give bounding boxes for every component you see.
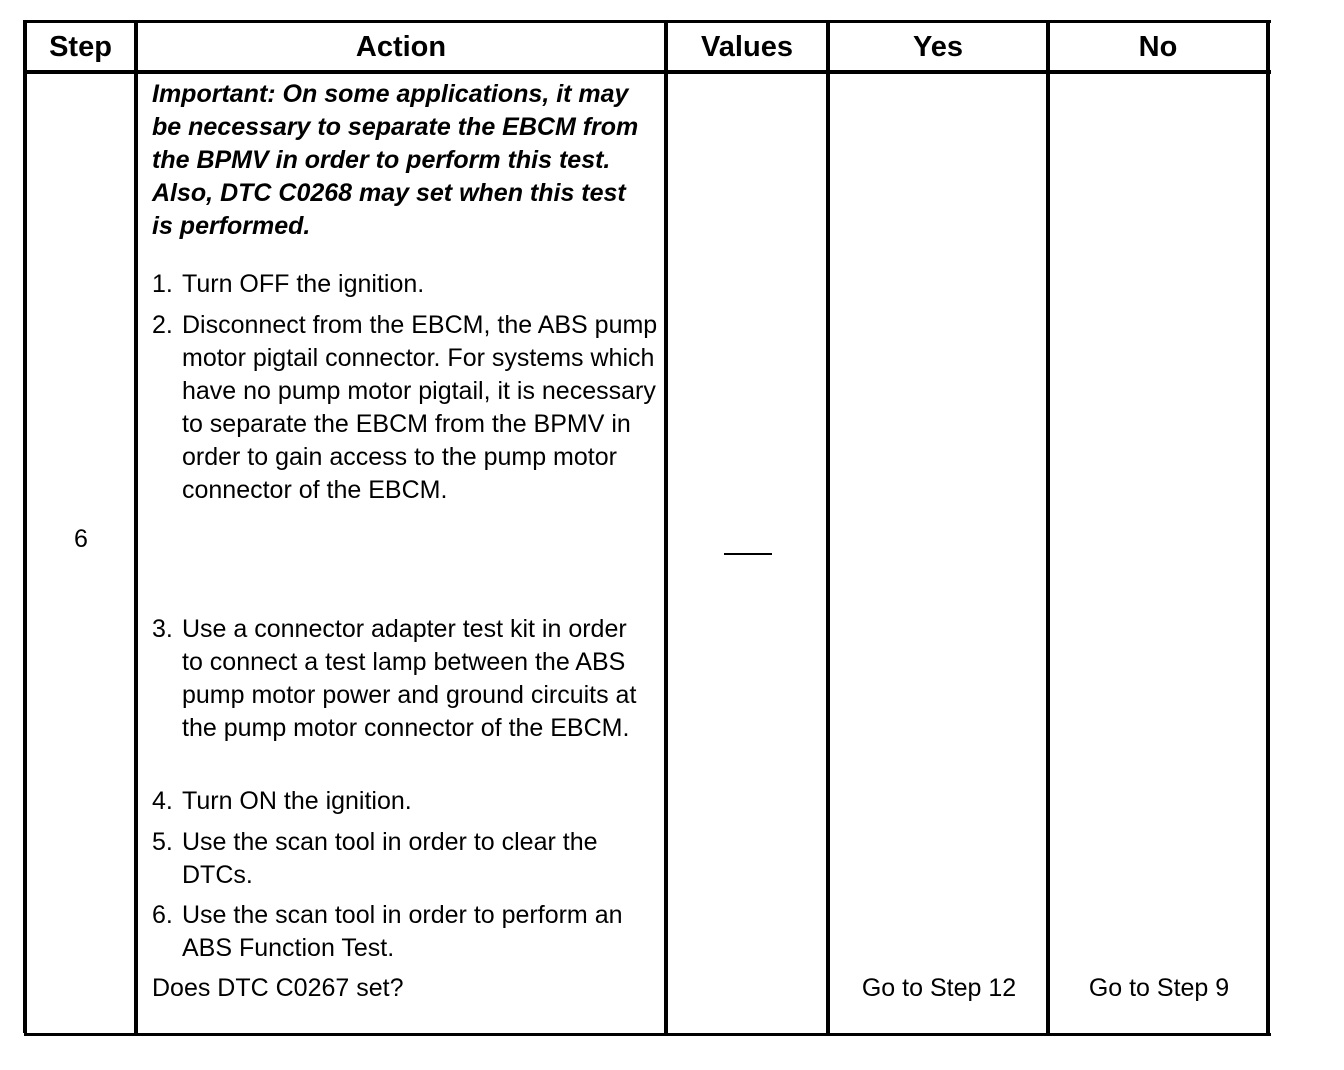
list-item-number: 6. (152, 901, 173, 929)
header-no: No (1138, 30, 1178, 63)
list-item-text: Use the scan tool in order to perform an ABS Function Test. (182, 901, 623, 962)
header-step: Step (49, 30, 112, 63)
header-values: Values (701, 30, 793, 63)
list-item-number: 3. (152, 615, 173, 643)
col-border-values (826, 20, 830, 1033)
list-item (152, 826, 662, 892)
no-outcome: Go to Step 9 (1088, 974, 1230, 1002)
list-item-text: Disconnect from the EBCM, the ABS pump motor pigtail connector. For systems which have no pump motor pigtail, it is necessary to separate the EBCM from the BPMV in order to gain access to the pump motor connector of the EBCM. (182, 311, 658, 504)
values-empty-dash (724, 553, 772, 555)
header-action: Action (355, 30, 447, 63)
list-item-text: Use the scan tool in order to clear the DTCs. (182, 828, 598, 889)
list-item (152, 899, 662, 965)
list-item-text: Turn OFF the ignition. (182, 270, 425, 298)
col-border-yes (1046, 20, 1050, 1033)
list-item (152, 785, 662, 818)
important-note: Important: On some applications, it may be necessary to separate the EBCM from the BPMV in order to perform this test. Also, DTC C0268 may set when this test is performed. (152, 80, 639, 240)
col-border-action (664, 20, 668, 1033)
question-text: Does DTC C0267 set? (152, 974, 404, 1002)
list-item (152, 268, 662, 301)
list-item-text: Use a connector adapter test kit in order to connect a test lamp between the ABS pump motor power and ground circuits at the pump motor connector of the EBCM. (182, 615, 637, 742)
yes-outcome: Go to Step 12 (861, 974, 1017, 1002)
table-bottom-border (24, 1033, 1271, 1036)
list-item-text: Turn ON the ignition. (182, 787, 412, 815)
list-item (152, 309, 662, 507)
list-item-number: 1. (152, 270, 173, 298)
col-border-right (1266, 20, 1270, 1033)
step-number: 6 (74, 525, 88, 553)
header-yes: Yes (913, 30, 963, 63)
list-item-number: 2. (152, 311, 173, 339)
list-item-number: 5. (152, 828, 173, 856)
list-item-number: 4. (152, 787, 173, 815)
list-item (152, 613, 662, 745)
